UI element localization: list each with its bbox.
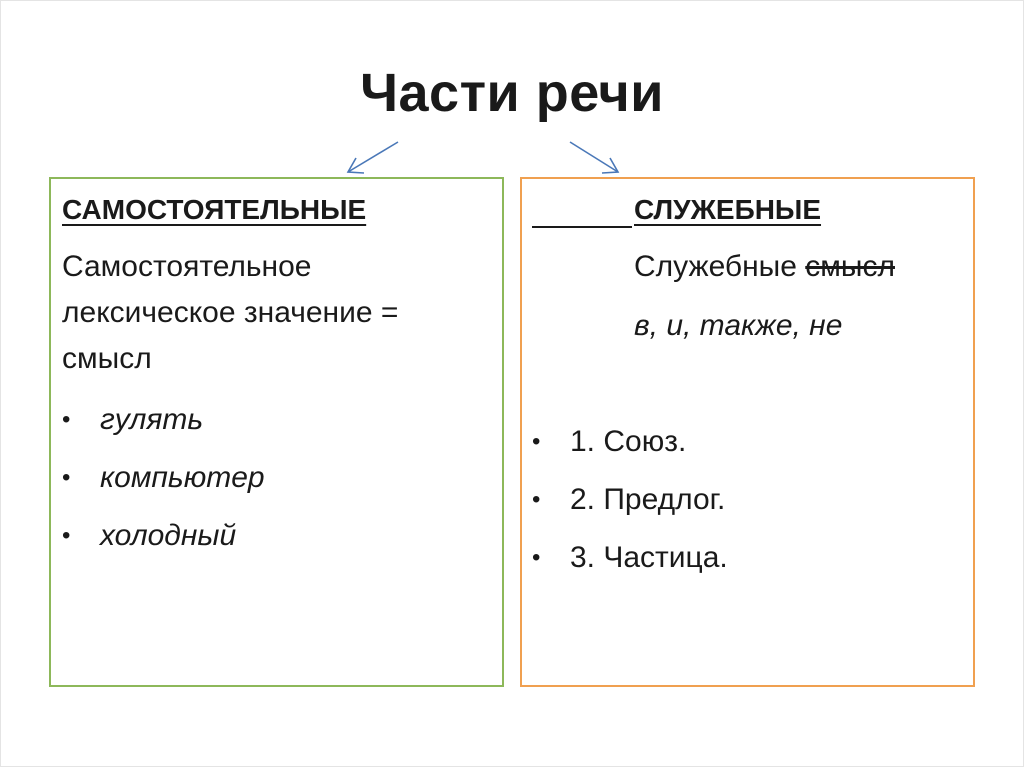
bullet-icon: • [62,522,71,549]
bullet-icon: • [532,544,541,571]
description-line: смысл [62,342,152,375]
description-line: лексическое значение = [62,296,399,329]
example-word: гулять [100,403,204,436]
type-label: 1. Союз. [570,425,687,458]
independent-heading: САМОСТОЯТЕЛЬНЫЕ [62,194,367,225]
bullet-icon: • [62,464,71,491]
type-label: 2. Предлог. [570,483,726,516]
slide-title: Части речи [360,63,664,123]
heading-underline-blank [532,226,632,228]
description-text: Служебные [634,250,797,283]
struck-word: смысл [805,250,895,283]
example-word: холодный [100,519,237,552]
description-line: Самостоятельное [62,250,312,283]
auxiliary-description [634,244,895,290]
auxiliary-examples: в, и, также, не [634,309,843,342]
bullet-icon: • [62,406,71,433]
type-label: 3. Частица. [570,541,728,574]
bullet-icon: • [532,428,541,455]
example-word: компьютер [100,461,265,494]
independent-description [62,244,398,382]
auxiliary-heading: СЛУЖЕБНЫЕ [634,194,822,225]
bullet-icon: • [532,486,541,513]
